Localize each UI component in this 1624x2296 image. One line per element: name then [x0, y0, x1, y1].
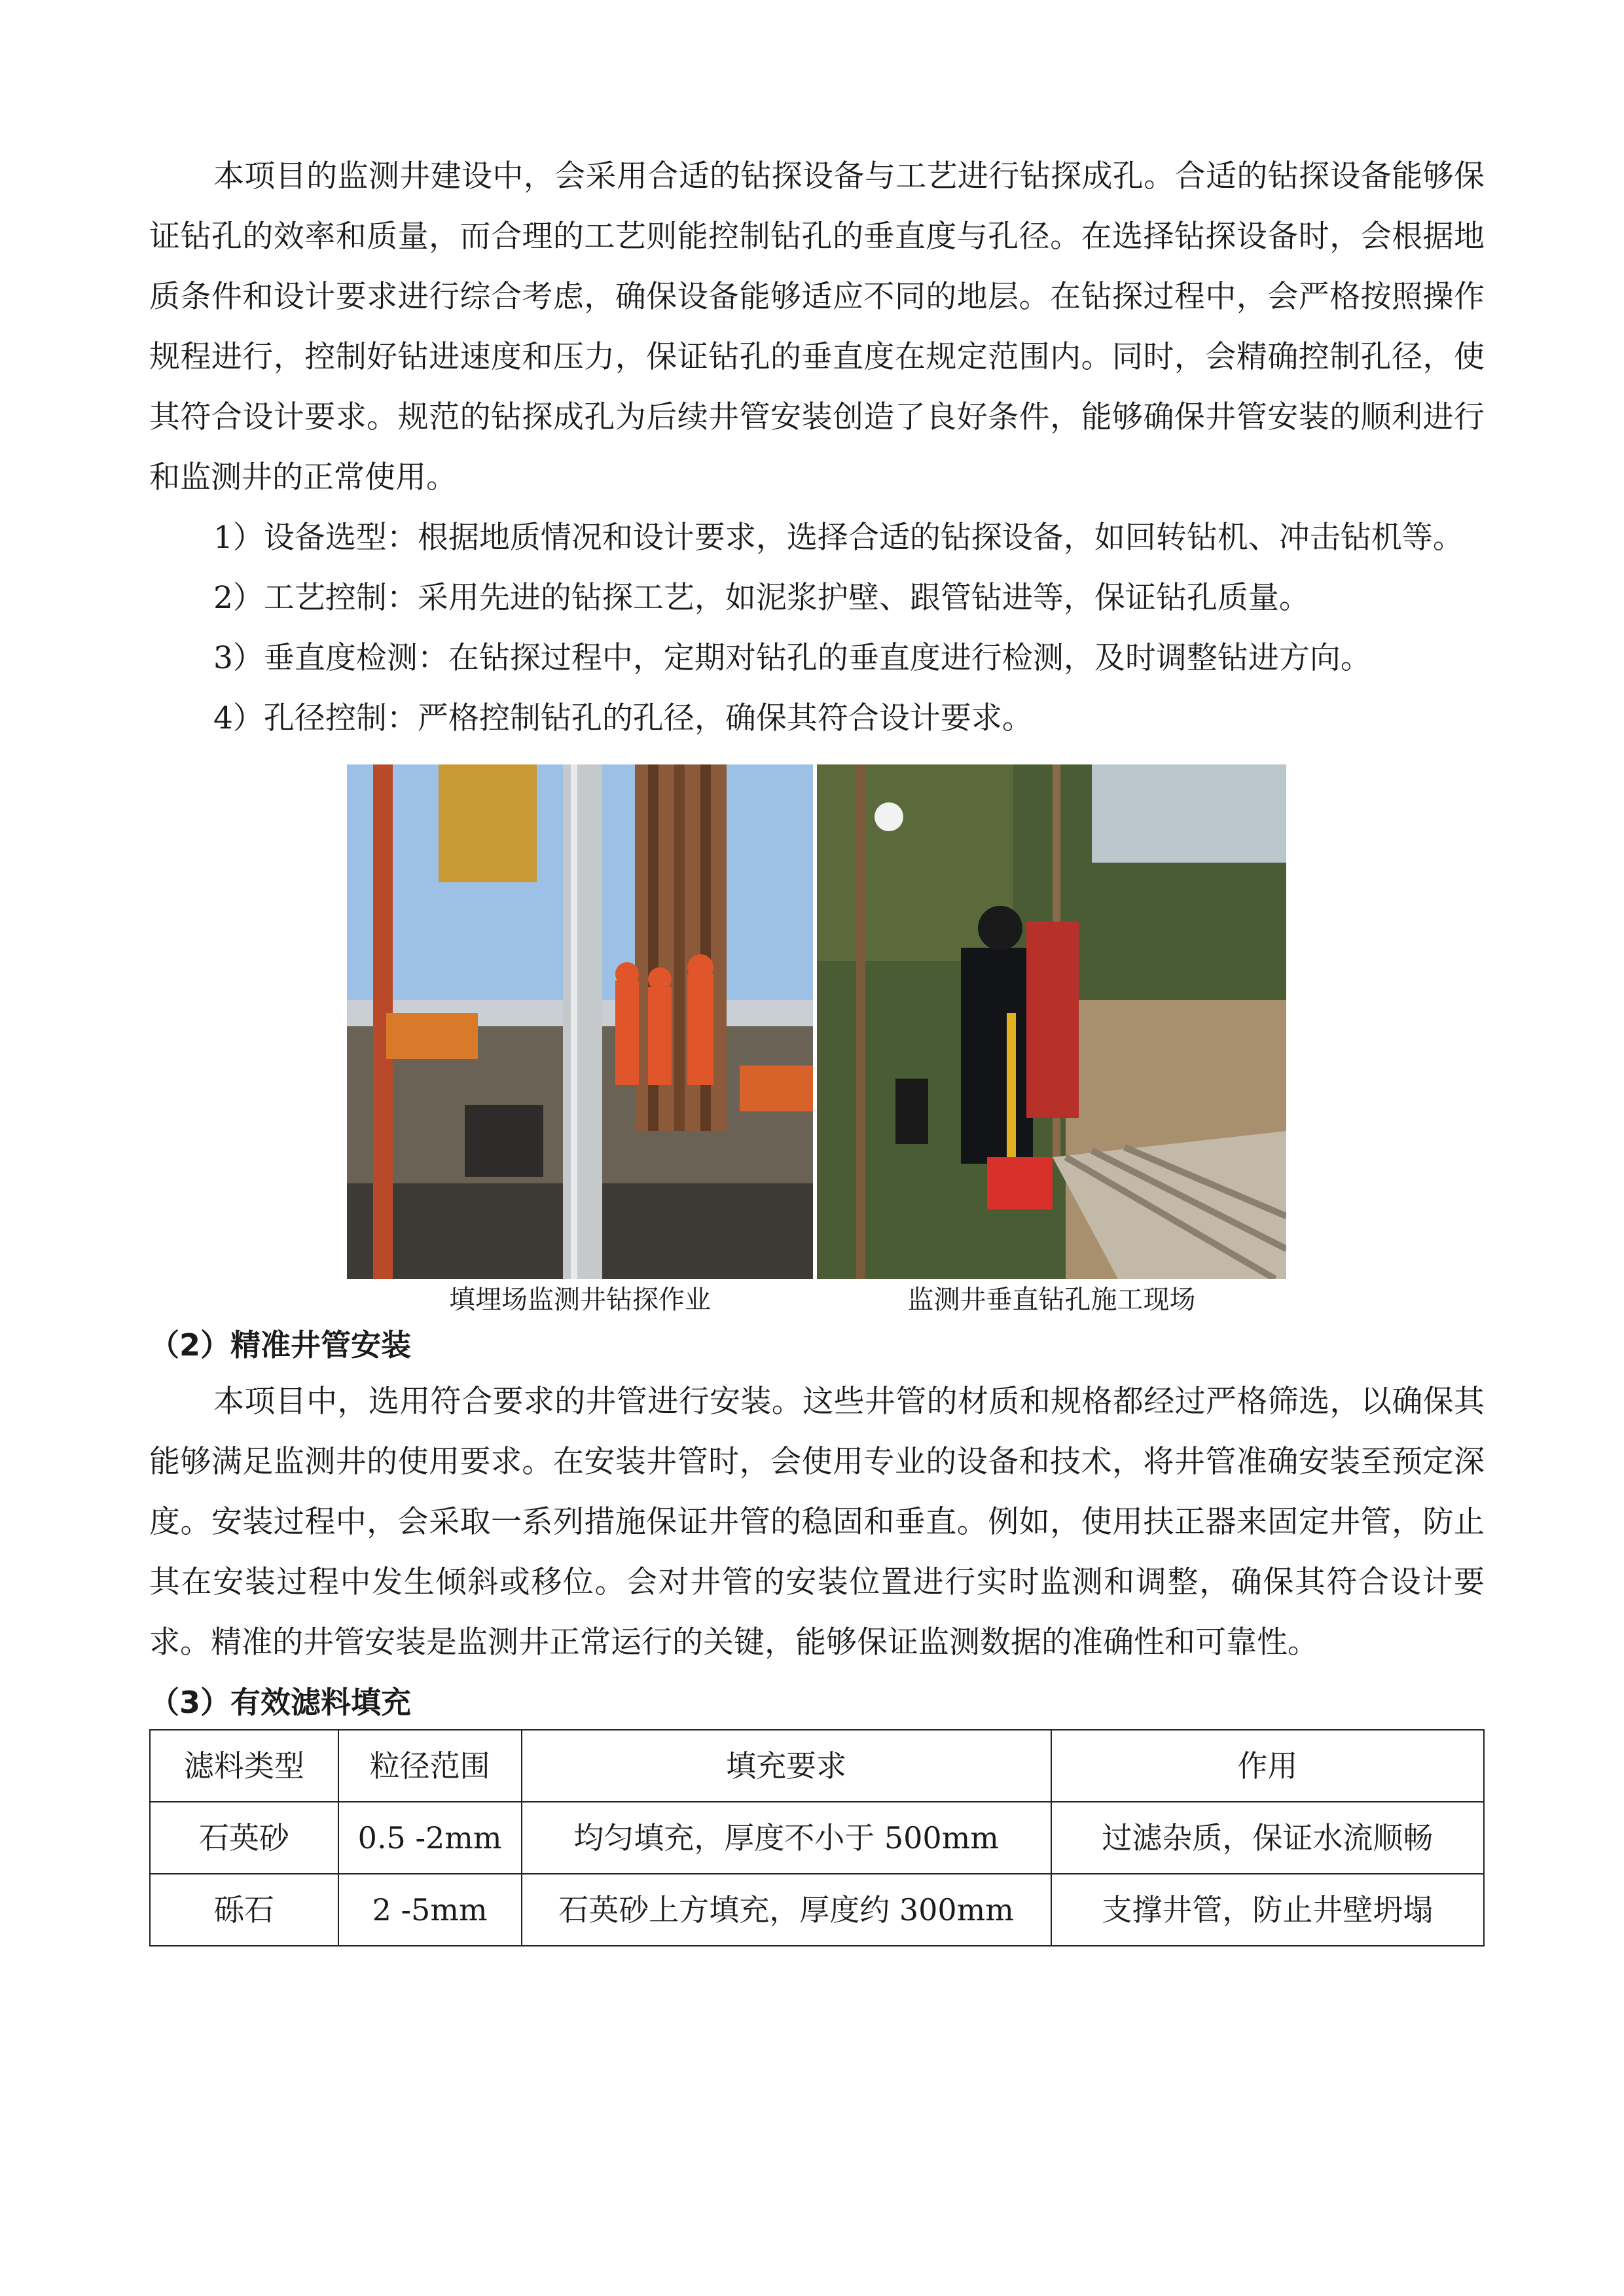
- right-photo-caption: 监测井垂直钻孔施工现场: [907, 1285, 1196, 1315]
- table-row: [150, 1874, 1484, 1946]
- table-cell: 砾石: [150, 1874, 338, 1946]
- photo-row: [347, 764, 1286, 1279]
- landfill-drilling-photo: [347, 764, 813, 1279]
- table-cell: 均匀填充，厚度不小于 500mm: [522, 1802, 1051, 1874]
- left-photo-caption: 填埋场监测井钻探作业: [449, 1285, 711, 1315]
- filter-material-table: [149, 1729, 1485, 1946]
- document-page: [149, 147, 1485, 1946]
- table-cell: 0.5 -2mm: [338, 1802, 522, 1874]
- table-header-row: [150, 1730, 1484, 1802]
- filter-heading: （3）有效滤料填充: [149, 1685, 412, 1720]
- pipe-paragraph: 本项目中，选用符合要求的井管进行安装。这些井管的材质和规格都经过严格筛选，以确保其能够满足监测井的使用要求。在安装井管时，会使用专业的设备和技术，将井管准确安装至预定深度。安装过程中，会采取一系列措施保证井管的稳固和垂直。例如，使用扶正器来固定井管，防止其在安装过程中发生倾斜或移位。会对井管的安装位置进行实时监测和调整，确保其符合设计要求。精准的井管安装是监测井正常运行的关键，能够保证监测数据的准确性和可靠性。: [149, 1384, 1485, 1660]
- table-header-cell: 填充要求: [522, 1730, 1051, 1802]
- drilling-paragraph: 本项目的监测井建设中，会采用合适的钻探设备与工艺进行钻探成孔。合适的钻探设备能够保证钻孔的效率和质量，而合理的工艺则能控制钻孔的垂直度与孔径。在选择钻探设备时，会根据地质条件和设计要求进行综合考虑，确保设备能够适应不同的地层。在钻探过程中，会严格按照操作规程进行，控制好钻进速度和压力，保证钻孔的垂直度在规定范围内。同时，会精确控制孔径，使其符合设计要求。规范的钻探成孔为后续井管安装创造了良好条件，能够确保井管安装的顺利进行和监测井的正常使用。: [149, 158, 1485, 495]
- pipe-heading: （2）精准井管安装: [149, 1327, 412, 1363]
- table-cell: 过滤杂质，保证水流顺畅: [1051, 1802, 1484, 1874]
- drilling-item-3: 3）垂直度检测：在钻探过程中，定期对钻孔的垂直度进行检测，及时调整钻进方向。: [213, 640, 1371, 676]
- drilling-item-4: 4）孔径控制：严格控制钻孔的孔径，确保其符合设计要求。: [213, 700, 1033, 736]
- table-header-cell: 作用: [1051, 1730, 1484, 1802]
- table-cell: 石英砂: [150, 1802, 338, 1874]
- drilling-item-1: 1）设备选型：根据地质情况和设计要求，选择合适的钻探设备，如回转钻机、冲击钻机等。: [213, 520, 1464, 556]
- vertical-drilling-site-photo: [817, 764, 1286, 1279]
- table-cell: 支撑井管，防止井壁坍塌: [1051, 1874, 1484, 1946]
- table-header-cell: 粒径范围: [338, 1730, 522, 1802]
- table-header-cell: 滤料类型: [150, 1730, 338, 1802]
- table-row: [150, 1802, 1484, 1874]
- table-cell: 2 -5mm: [338, 1874, 522, 1946]
- table-cell: 石英砂上方填充，厚度约 300mm: [522, 1874, 1051, 1946]
- drilling-item-2: 2）工艺控制：采用先进的钻探工艺，如泥浆护壁、跟管钻进等，保证钻孔质量。: [213, 580, 1310, 616]
- photo-captions: [347, 1279, 1286, 1322]
